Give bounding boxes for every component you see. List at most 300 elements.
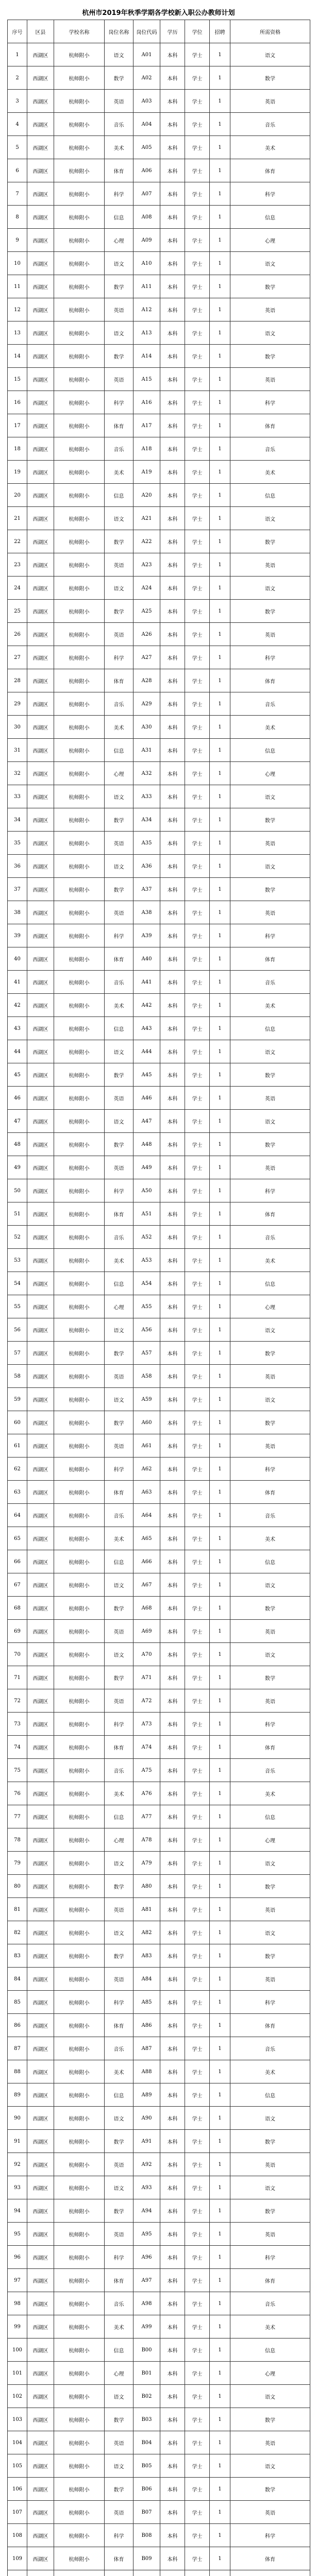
table-cell: 1 (210, 1156, 230, 1179)
table-cell (27, 2570, 54, 2576)
table-cell: 36 (8, 855, 27, 878)
table-cell: 科学 (105, 646, 134, 669)
table-cell: 西湖区 (27, 1318, 54, 1342)
table-cell: 学士 (185, 90, 210, 113)
table-row (8, 1875, 310, 1898)
table-cell: 西湖区 (27, 600, 54, 623)
table-cell: 英语 (105, 2501, 134, 2524)
table-row (8, 1388, 310, 1411)
table-cell: 1 (210, 2385, 230, 2408)
table-cell: 科学 (105, 1458, 134, 1481)
table-cell: 美术 (230, 716, 310, 739)
table-cell: 数学 (230, 1875, 310, 1898)
table-cell: 25 (8, 600, 27, 623)
table-cell: 29 (8, 692, 27, 716)
table-cell: 杭师附小 (54, 1226, 105, 1249)
table-cell: 数学 (230, 66, 310, 90)
table-cell: 西湖区 (27, 1852, 54, 1875)
table-cell: 英语 (230, 1898, 310, 1921)
table-cell: 语文 (230, 252, 310, 275)
table-cell: 学士 (185, 414, 210, 437)
table-cell: 1 (210, 1388, 230, 1411)
table-row (8, 1828, 310, 1852)
table-cell: 104 (8, 2431, 27, 2454)
table-cell: A20 (134, 484, 160, 507)
table-cell: A12 (134, 298, 160, 321)
table-cell: 西湖区 (27, 345, 54, 368)
table-cell: 本科 (160, 2083, 185, 2107)
table-cell: 科学 (105, 924, 134, 947)
table-cell: 学士 (185, 1736, 210, 1759)
table-cell: 1 (210, 1110, 230, 1133)
table-cell: 95 (8, 2223, 27, 2246)
table-cell: 学士 (185, 1481, 210, 1504)
table-cell: 西湖区 (27, 1017, 54, 1040)
table-row (8, 1226, 310, 1249)
table-cell: 杭师附小 (54, 2153, 105, 2176)
table-cell: 数学 (230, 275, 310, 298)
table-cell: 杭师附小 (54, 832, 105, 855)
table-cell: A53 (134, 1249, 160, 1272)
table-cell: 杭师附小 (54, 1388, 105, 1411)
table-cell: A73 (134, 1713, 160, 1736)
table-cell: 87 (8, 2037, 27, 2060)
table-cell: 学士 (185, 947, 210, 971)
table-cell: 杭师附小 (54, 2130, 105, 2153)
table-cell: 本科 (160, 2478, 185, 2501)
table-cell: 语文 (230, 855, 310, 878)
table-cell: 学士 (185, 2547, 210, 2570)
table-cell: 音乐 (105, 692, 134, 716)
table-cell: 本科 (160, 2130, 185, 2153)
table-cell: 本科 (160, 1504, 185, 1527)
table-row (8, 2107, 310, 2130)
table-cell: 1 (210, 252, 230, 275)
table-cell: 本科 (160, 1156, 185, 1179)
table-row (8, 832, 310, 855)
table-cell: 英语 (230, 1434, 310, 1458)
table-cell: 91 (8, 2130, 27, 2153)
table-cell: A59 (134, 1388, 160, 1411)
table-cell: 杭师附小 (54, 437, 105, 461)
table-cell: 本科 (160, 391, 185, 414)
table-row (8, 947, 310, 971)
table-cell: 杭师附小 (54, 1991, 105, 2014)
table-cell: 30 (8, 716, 27, 739)
table-cell: A08 (134, 206, 160, 229)
table-cell: 本科 (160, 2315, 185, 2338)
table-cell: 科学 (230, 1179, 310, 1202)
table-cell: A80 (134, 1875, 160, 1898)
table-cell: 学士 (185, 2431, 210, 2454)
table-cell: A92 (134, 2153, 160, 2176)
table-cell: 数学 (230, 530, 310, 553)
table-cell: A69 (134, 1620, 160, 1643)
table-cell: 英语 (230, 2223, 310, 2246)
table-cell: A42 (134, 994, 160, 1017)
table-cell: 学士 (185, 2176, 210, 2199)
table-row (8, 762, 310, 785)
table-cell: 杭师附小 (54, 1179, 105, 1202)
table-cell: A45 (134, 1063, 160, 1087)
table-cell: 1 (210, 2362, 230, 2385)
table-row (8, 136, 310, 159)
table-cell: 1 (210, 2408, 230, 2431)
table-cell: 学士 (185, 1852, 210, 1875)
table-cell: 美术 (105, 1782, 134, 1805)
table-cell: 学士 (185, 785, 210, 808)
table-cell: 杭师附小 (54, 2524, 105, 2547)
table-cell: A28 (134, 669, 160, 692)
table-cell: 1 (210, 2199, 230, 2223)
table-cell: A10 (134, 252, 160, 275)
table-cell: 西湖区 (27, 924, 54, 947)
table-cell: 语文 (105, 43, 134, 66)
table-cell: 美术 (105, 461, 134, 484)
table-cell: 美术 (230, 1527, 310, 1550)
table-cell: 音乐 (230, 1504, 310, 1527)
table-row (8, 2223, 310, 2246)
table-cell: 杭师附小 (54, 2199, 105, 2223)
table-cell: 美术 (105, 1527, 134, 1550)
table-cell: 西湖区 (27, 1249, 54, 1272)
table-cell: 学士 (185, 1689, 210, 1713)
table-row (8, 1063, 310, 1087)
table-cell: 西湖区 (27, 484, 54, 507)
table-cell: 数学 (105, 808, 134, 832)
table-cell: 90 (8, 2107, 27, 2130)
table-cell: 数学 (105, 66, 134, 90)
table-cell: 52 (8, 1226, 27, 1249)
table-cell: 学士 (185, 2362, 210, 2385)
table-cell: 音乐 (105, 2292, 134, 2315)
table-cell: 语文 (230, 1643, 310, 1666)
table-cell: 美术 (105, 1249, 134, 1272)
table-cell: 本科 (160, 832, 185, 855)
table-cell: A87 (134, 2037, 160, 2060)
table-cell: 数学 (105, 1342, 134, 1365)
table-cell: 1 (210, 2130, 230, 2153)
table-cell: 学士 (185, 2292, 210, 2315)
table-cell: 本科 (160, 1898, 185, 1921)
table-cell: 本科 (160, 1805, 185, 1828)
table-cell: 杭师附小 (54, 2362, 105, 2385)
table-row (8, 461, 310, 484)
table-cell: 信息 (230, 1550, 310, 1573)
table-row (8, 1805, 310, 1828)
table-cell: 1 (210, 692, 230, 716)
table-cell: 11 (8, 275, 27, 298)
table-cell: 西湖区 (27, 1272, 54, 1295)
table-cell: 语文 (230, 1573, 310, 1597)
table-cell: 62 (8, 1458, 27, 1481)
table-cell: 本科 (160, 1666, 185, 1689)
table-cell: A51 (134, 1202, 160, 1226)
table-cell: 杭师附小 (54, 1040, 105, 1063)
table-cell: 数学 (105, 1875, 134, 1898)
table-cell: A63 (134, 1481, 160, 1504)
table-cell: 本科 (160, 1597, 185, 1620)
table-cell: 西湖区 (27, 2454, 54, 2478)
table-cell: 英语 (230, 90, 310, 113)
table-cell: A56 (134, 1318, 160, 1342)
table-cell: 1 (210, 113, 230, 136)
table-cell: 1 (210, 1202, 230, 1226)
table-cell: A29 (134, 692, 160, 716)
table-cell: 科学 (230, 1991, 310, 2014)
table-cell: 学士 (185, 1388, 210, 1411)
table-cell: 39 (8, 924, 27, 947)
table-cell: A43 (134, 1017, 160, 1040)
table-cell: 1 (210, 1226, 230, 1249)
table-cell: 数学 (105, 2478, 134, 2501)
table-cell: A75 (134, 1759, 160, 1782)
table-cell: 108 (8, 2524, 27, 2547)
table-cell: 1 (210, 785, 230, 808)
table-row (8, 2478, 310, 2501)
table-cell: A23 (134, 553, 160, 577)
table-cell: 学士 (185, 2315, 210, 2338)
table-cell: 学士 (185, 321, 210, 345)
table-cell: 西湖区 (27, 1133, 54, 1156)
table-cell: 英语 (105, 1156, 134, 1179)
table-cell: 西湖区 (27, 2524, 54, 2547)
table-cell: 西湖区 (27, 994, 54, 1017)
table-cell: 12 (8, 298, 27, 321)
table-cell: 西湖区 (27, 2338, 54, 2362)
table-cell: 本科 (160, 1411, 185, 1434)
table-cell: 西湖区 (27, 1689, 54, 1713)
table-cell: 本科 (160, 229, 185, 252)
table-cell: 1 (210, 298, 230, 321)
table-cell: 学士 (185, 1133, 210, 1156)
table-cell: 本科 (160, 484, 185, 507)
table-cell: 杭师附小 (54, 553, 105, 577)
table-cell: 杭师附小 (54, 1110, 105, 1133)
table-cell: 学士 (185, 1921, 210, 1944)
table-cell: 学士 (185, 1411, 210, 1434)
table-cell: 本科 (160, 159, 185, 182)
table-cell: 体育 (230, 1202, 310, 1226)
table-cell: 信息 (230, 484, 310, 507)
table-cell: 杭师附小 (54, 2478, 105, 2501)
table-cell: 信息 (230, 739, 310, 762)
table-cell: 数学 (105, 878, 134, 901)
table-cell: 27 (8, 646, 27, 669)
table-cell: 科学 (230, 391, 310, 414)
table-cell: 信息 (105, 2338, 134, 2362)
table-header-row (8, 20, 310, 43)
table-cell: 本科 (160, 739, 185, 762)
table-cell: 1 (210, 1597, 230, 1620)
table-cell: 杭师附小 (54, 252, 105, 275)
table-cell: 西湖区 (27, 437, 54, 461)
table-cell: 本科 (160, 1226, 185, 1249)
table-row (8, 553, 310, 577)
table-cell: 94 (8, 2199, 27, 2223)
table-cell: 英语 (230, 368, 310, 391)
table-cell: 本科 (160, 2501, 185, 2524)
table-cell: 1 (210, 1342, 230, 1365)
table-cell: 西湖区 (27, 298, 54, 321)
table-cell: 学士 (185, 716, 210, 739)
table-cell: 学士 (185, 2060, 210, 2083)
table-row (8, 1040, 310, 1063)
table-cell: 美术 (105, 716, 134, 739)
table-cell: 英语 (105, 2431, 134, 2454)
table-cell: 学士 (185, 437, 210, 461)
table-cell: 语文 (230, 1040, 310, 1063)
table-cell: 本科 (160, 2037, 185, 2060)
table-cell: 英语 (230, 901, 310, 924)
table-cell: 数学 (105, 1666, 134, 1689)
table-cell: 数学 (105, 2199, 134, 2223)
table-cell: 学士 (185, 2014, 210, 2037)
table-cell: 体育 (105, 2269, 134, 2292)
table-cell: A04 (134, 113, 160, 136)
table-cell: 本科 (160, 2014, 185, 2037)
table-row (8, 1133, 310, 1156)
table-cell: 杭师附小 (54, 1156, 105, 1179)
table-cell: 学士 (185, 530, 210, 553)
table-cell: 学士 (185, 1226, 210, 1249)
table-row (8, 43, 310, 66)
table-cell: 美术 (230, 994, 310, 1017)
table-cell: 杭师附小 (54, 229, 105, 252)
table-cell: 英语 (105, 901, 134, 924)
table-row (8, 252, 310, 275)
table-cell: 本科 (160, 2060, 185, 2083)
table-cell: 杭师附小 (54, 1782, 105, 1805)
table-cell: 学士 (185, 298, 210, 321)
table-cell: 学士 (185, 1458, 210, 1481)
column-header: 学位 (185, 20, 210, 43)
table-cell: 1 (210, 2478, 230, 2501)
table-cell: 杭师附小 (54, 924, 105, 947)
table-cell: 1 (210, 2107, 230, 2130)
table-cell: 杭师附小 (54, 1133, 105, 1156)
table-cell: 数学 (105, 600, 134, 623)
table-cell: 75 (8, 1759, 27, 1782)
table-cell: 英语 (105, 1087, 134, 1110)
table-cell: 体育 (230, 1481, 310, 1504)
table-cell: 1 (210, 1736, 230, 1759)
table-cell: 学士 (185, 577, 210, 600)
table-row (8, 2153, 310, 2176)
table-cell: 西湖区 (27, 391, 54, 414)
table-cell: 1 (210, 1272, 230, 1295)
table-cell: 1 (210, 1921, 230, 1944)
table-cell: 西湖区 (27, 2501, 54, 2524)
table-cell: 科学 (105, 391, 134, 414)
table-row (8, 321, 310, 345)
table-cell: 杭师附小 (54, 1481, 105, 1504)
table-cell: 5 (8, 136, 27, 159)
table-cell: 学士 (185, 1713, 210, 1736)
table-cell: 1 (210, 1133, 230, 1156)
table-cell: 西湖区 (27, 2315, 54, 2338)
table-cell: 杭师附小 (54, 2269, 105, 2292)
table-cell: 70 (8, 1643, 27, 1666)
table-row (8, 1017, 310, 1040)
table-cell (8, 2570, 27, 2576)
table-cell: 语文 (230, 507, 310, 530)
table-cell: 杭师附小 (54, 1504, 105, 1527)
table-cell: A84 (134, 1968, 160, 1991)
table-cell: A49 (134, 1156, 160, 1179)
table-cell: 38 (8, 901, 27, 924)
table-cell: 杭师附小 (54, 1921, 105, 1944)
table-row (8, 2454, 310, 2478)
table-cell: 科学 (230, 182, 310, 206)
table-cell: 语文 (105, 1643, 134, 1666)
table-cell: 杭师附小 (54, 368, 105, 391)
table-cell: 西湖区 (27, 2547, 54, 2570)
table-row (8, 1782, 310, 1805)
table-cell: 西湖区 (27, 1620, 54, 1643)
table-cell: 西湖区 (27, 855, 54, 878)
table-cell (54, 2570, 105, 2576)
table-row (8, 484, 310, 507)
table-cell: 本科 (160, 1179, 185, 1202)
table-cell: 学士 (185, 971, 210, 994)
table-cell: 心理 (230, 2362, 310, 2385)
table-cell: 本科 (160, 1272, 185, 1295)
table-cell: 1 (210, 2501, 230, 2524)
table-cell: A64 (134, 1504, 160, 1527)
table-cell: 60 (8, 1411, 27, 1434)
table-cell: 信息 (105, 739, 134, 762)
table-cell: 本科 (160, 994, 185, 1017)
table-row (8, 808, 310, 832)
table-cell: 学士 (185, 1504, 210, 1527)
table-cell: 英语 (230, 1156, 310, 1179)
table-cell: 学士 (185, 252, 210, 275)
table-cell: 杭师附小 (54, 855, 105, 878)
table-cell: 54 (8, 1272, 27, 1295)
table-cell: 体育 (105, 1481, 134, 1504)
table-cell: 学士 (185, 2454, 210, 2478)
table-cell: 杭师附小 (54, 2014, 105, 2037)
table-cell: 语文 (230, 1852, 310, 1875)
table-cell: 西湖区 (27, 1388, 54, 1411)
table-cell: 美术 (105, 2060, 134, 2083)
table-cell: 本科 (160, 716, 185, 739)
table-cell: 语文 (230, 785, 310, 808)
table-cell: 杭师附小 (54, 2246, 105, 2269)
table-cell: 本科 (160, 1087, 185, 1110)
table-cell: 本科 (160, 1689, 185, 1713)
table-row (8, 1968, 310, 1991)
table-cell: 西湖区 (27, 1087, 54, 1110)
table-cell: 本科 (160, 2408, 185, 2431)
table-row (8, 1620, 310, 1643)
table-cell: 本科 (160, 1017, 185, 1040)
table-cell: 西湖区 (27, 1411, 54, 1434)
table-cell: 学士 (185, 368, 210, 391)
table-row (8, 901, 310, 924)
table-cell: 数学 (230, 345, 310, 368)
table-cell: 杭师附小 (54, 2292, 105, 2315)
table-cell: 杭师附小 (54, 345, 105, 368)
table-cell: 英语 (230, 553, 310, 577)
table-row (8, 414, 310, 437)
table-cell: 数学 (230, 1063, 310, 1087)
table-cell: 1 (210, 368, 230, 391)
table-cell: 西湖区 (27, 1968, 54, 1991)
table-cell: 语文 (105, 1573, 134, 1597)
table-cell: 音乐 (105, 1504, 134, 1527)
